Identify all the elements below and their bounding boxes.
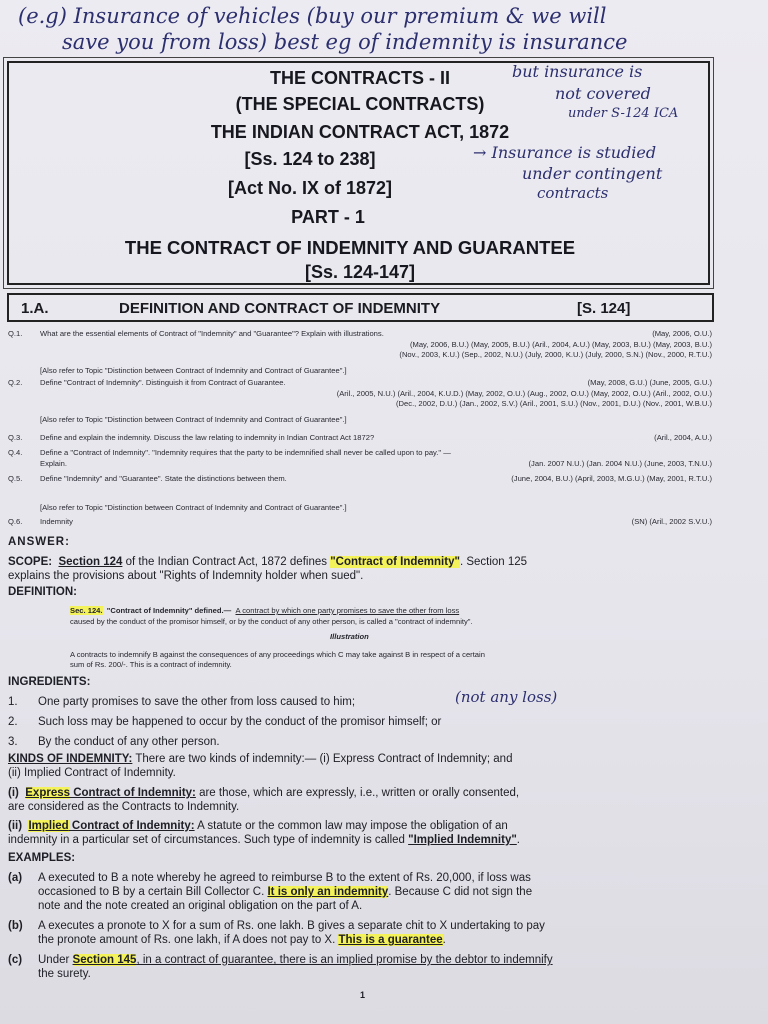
handwritten-note-g: (not any loss) xyxy=(455,688,558,706)
example-b-text-2a: the pronote amount of Rs. one lakh, if A does not pay to X. xyxy=(38,934,339,946)
question-number: Q.6. xyxy=(8,517,23,526)
question-text: Define a "Contract of Indemnity". "Indemnity requires that the party to be indemnified shall never be called upon to pay." — xyxy=(40,448,451,457)
handwritten-note-f: contracts xyxy=(537,184,609,202)
implied-text-2c: . xyxy=(516,834,520,846)
ingredients-label: INGREDIENTS: xyxy=(8,676,91,688)
title-sections: [Ss. 124 to 238] xyxy=(244,149,376,169)
section-number: 1.A. xyxy=(21,300,49,317)
question-row xyxy=(8,378,712,418)
definition-label: DEFINITION: xyxy=(8,586,77,598)
example-c-text-1a: Under xyxy=(38,954,73,966)
question-reference: (May, 2006, B.U.) (May, 2005, B.U.) (Aril., 2004, A.U.) (May, 2003, B.U.) (May, 2003, B.U.) xyxy=(409,339,712,349)
question-text: [Also refer to Topic "Distinction between Contract of Indemnity and Contract of Guarantee".] xyxy=(40,366,347,375)
definition-section: Sec. 124. xyxy=(70,606,103,615)
section-ref: [S. 124] xyxy=(577,300,631,317)
example-a-line-3: note and the note created an original obligation on the part of A. xyxy=(38,900,363,912)
express-num: (i) xyxy=(8,787,19,799)
example-b-text-2c: . xyxy=(442,934,446,946)
question-reference: (Dec., 2002, D.U.) (Jan., 2002, S.V.) (Aril., 2001, S.U.) (Nov., 2001, D.U.) (Nov., 2001, W.B.U.) xyxy=(396,399,712,408)
question-number: Q.4. xyxy=(8,448,23,457)
example-c-num: (c) xyxy=(8,954,23,966)
question-reference: (Nov., 2003, K.U.) (Sep., 2002, N.U.) (July, 2000, K.U.) (July, 2000, S.N.) (Nov., 2000, R.T.U.) xyxy=(399,350,712,359)
question-text: [Also refer to Topic "Distinction between Contract of Indemnity and Contract of Guarantee".] xyxy=(40,503,347,512)
ingredient-text: Such loss may be happened to occur by the conduct of the promisor himself; or xyxy=(38,716,442,728)
question-reference: (May, 2008, G.U.) (June, 2005, G.U.) xyxy=(587,378,712,387)
question-text: Indemnity xyxy=(40,517,73,526)
scope-text-2: . Section 125 xyxy=(459,556,528,568)
express-line-2: are considered as the Contracts to Indemnity. xyxy=(8,801,240,813)
ingredient-number: 3. xyxy=(8,736,18,748)
handwritten-note-line2: save you from loss) best eg of indemnity is insurance xyxy=(62,30,628,54)
scope-text-1: of the Indian Contract Act, 1872 defines xyxy=(122,556,331,568)
implied-highlight: Implied xyxy=(28,820,69,832)
handwritten-note-d: → Insurance is studied xyxy=(473,143,657,162)
question-number: Q.3. xyxy=(8,433,23,442)
implied-num: (ii) xyxy=(8,820,23,832)
question-number: Q.1. xyxy=(8,329,23,338)
definition-title: "Contract of Indemnity" defined.— xyxy=(106,606,232,615)
implied-indemnity-term: "Implied Indemnity" xyxy=(408,834,517,846)
definition-line-1 xyxy=(70,606,459,616)
example-b-line-2 xyxy=(38,933,446,947)
question-reference: (June, 2004, B.U.) (April, 2003, M.G.U.) (May, 2001, R.T.U.) xyxy=(511,474,712,483)
example-a-num: (a) xyxy=(8,872,23,884)
ingredient-number: 1. xyxy=(8,696,18,708)
question-row xyxy=(8,517,712,557)
example-c-text-1c: , in a contract of guarantee, there is an implied promise by the debtor to indemnify xyxy=(136,954,553,966)
express-highlight: Express xyxy=(25,787,71,799)
example-c-line-1 xyxy=(38,953,553,967)
kinds-line-1 xyxy=(8,752,512,766)
implied-text-2a: indemnity in a particular set of circumstances. Such type of indemnity is called xyxy=(8,834,409,846)
section-title: DEFINITION AND CONTRACT OF INDEMNITY xyxy=(119,300,441,317)
handwritten-note-e: under contingent xyxy=(522,164,663,183)
question-text: What are the essential elements of Contract of "Indemnity" and "Guarantee"? Explain with illustrations. xyxy=(40,329,384,338)
handwritten-note-c: under S-124 ICA xyxy=(568,106,679,121)
question-reference: (SN) (Aril., 2002 S.V.U.) xyxy=(631,517,712,526)
question-text: Define "Contract of Indemnity". Distinguish it from Contract of Guarantee. xyxy=(40,378,286,387)
example-c-line-2: the surety. xyxy=(38,968,91,980)
express-text-1: are those, which are expressly, i.e., written or orally consented, xyxy=(195,787,520,799)
express-label: Contract of Indemnity: xyxy=(70,787,196,799)
example-a-line-2 xyxy=(38,885,532,899)
example-b-line-1: A executes a pronote to X for a sum of Rs. one lakh. B gives a separate chit to X undertaking to pay xyxy=(38,920,545,932)
ingredient-text: By the conduct of any other person. xyxy=(38,736,220,748)
handwritten-note-a: but insurance is xyxy=(512,62,643,81)
question-text: [Also refer to Topic "Distinction between Contract of Indemnity and Contract of Guarantee".] xyxy=(40,415,347,424)
example-c-highlight: Section 145 xyxy=(72,954,137,966)
ingredient-number: 2. xyxy=(8,716,18,728)
scope-line-1 xyxy=(8,555,527,569)
ingredient-text: One party promises to save the other from loss caused to him; xyxy=(38,696,356,708)
question-reference: (Aril., 2005, N.U.) (Aril., 2004, K.U.D.) (May, 2002, O.U.) (Aug., 2002, O.U.) (May, 2002, O.U.) (Aril., 2002, O.U.) xyxy=(336,388,712,398)
kinds-label: KINDS OF INDEMNITY: xyxy=(8,753,133,765)
illustration-line-2: sum of Rs. 200/-. This is a contract of indemnity. xyxy=(70,660,232,669)
handwritten-note-line1: (e.g) Insurance of vehicles (buy our premium & we will xyxy=(18,4,607,28)
illustration-line-1: A contracts to indemnify B against the consequences of any proceedings which C may take against B in respect of a certain xyxy=(70,650,485,659)
question-row xyxy=(8,329,712,369)
question-reference: (Jan. 2007 N.U.) (Jan. 2004 N.U.) (June, 2003, T.N.U.) xyxy=(528,458,712,468)
question-text: Define and explain the indemnity. Discuss the law relating to indemnity in Indian Contract Act 1872? xyxy=(40,433,375,442)
express-line-1 xyxy=(8,786,519,800)
implied-line-1 xyxy=(8,819,508,833)
question-text: Define "Indemnity" and "Guarantee". State the distinctions between them. xyxy=(40,474,287,483)
example-a-text-2a: occasioned to B by a certain Bill Collector C. xyxy=(38,886,268,898)
example-a-line-1: A executed to B a note whereby he agreed to reimburse B to the extent of Rs. 20,000, if loss was xyxy=(38,872,531,884)
illustration-label: Illustration xyxy=(330,632,369,641)
question-number: Q.5. xyxy=(8,474,23,483)
example-b-num: (b) xyxy=(8,920,23,932)
title-indemnity-guarantee: THE CONTRACT OF INDEMNITY AND GUARANTEE xyxy=(124,237,576,258)
kinds-text-1: There are two kinds of indemnity:— (i) Express Contract of Indemnity; and xyxy=(132,753,513,765)
question-reference: (Aril., 2004, A.U.) xyxy=(654,433,712,442)
implied-label: Contract of Indemnity: xyxy=(68,820,195,832)
scope-label: SCOPE: xyxy=(8,556,53,568)
examples-label: EXAMPLES: xyxy=(8,852,76,864)
example-a-text-2c: . Because C did not sign the xyxy=(388,886,533,898)
question-number: Q.2. xyxy=(8,378,23,387)
scope-line-2: explains the provisions about "Rights of Indemnity holder when sued". xyxy=(8,570,364,582)
example-b-highlight: This is a guarantee xyxy=(338,934,443,946)
title-section-range: [Ss. 124-147] xyxy=(304,262,416,282)
handwritten-note-b: not covered xyxy=(555,84,651,103)
implied-line-2 xyxy=(8,833,520,847)
example-a-highlight: It is only an indemnity xyxy=(267,886,389,898)
title-special-contracts: (THE SPECIAL CONTRACTS) xyxy=(235,94,485,114)
title-part: PART - 1 xyxy=(291,207,365,227)
question-reference: (May, 2006, O.U.) xyxy=(652,329,712,338)
implied-text-1: A statute or the common law may impose the obligation of an xyxy=(194,820,508,832)
question-reference: Explain. xyxy=(40,458,68,468)
section-heading-bar xyxy=(7,293,714,322)
title-act: THE INDIAN CONTRACT ACT, 1872 xyxy=(210,122,510,142)
definition-text-1: A contract by which one party promises to save the other from loss xyxy=(235,606,460,615)
page-number: 1 xyxy=(360,990,366,1000)
title-act-number: [Act No. IX of 1872] xyxy=(227,178,393,198)
kinds-line-2: (ii) Implied Contract of Indemnity. xyxy=(8,767,176,779)
title-contracts: THE CONTRACTS - II xyxy=(270,68,450,88)
scope-section-ref: Section 124 xyxy=(58,556,123,568)
definition-line-2: caused by the conduct of the promisor himself, or by the conduct of any other person, is called a "contract of indemnity". xyxy=(70,617,473,626)
answer-label: ANSWER: xyxy=(8,536,70,548)
scope-highlight: "Contract of Indemnity" xyxy=(330,556,460,568)
